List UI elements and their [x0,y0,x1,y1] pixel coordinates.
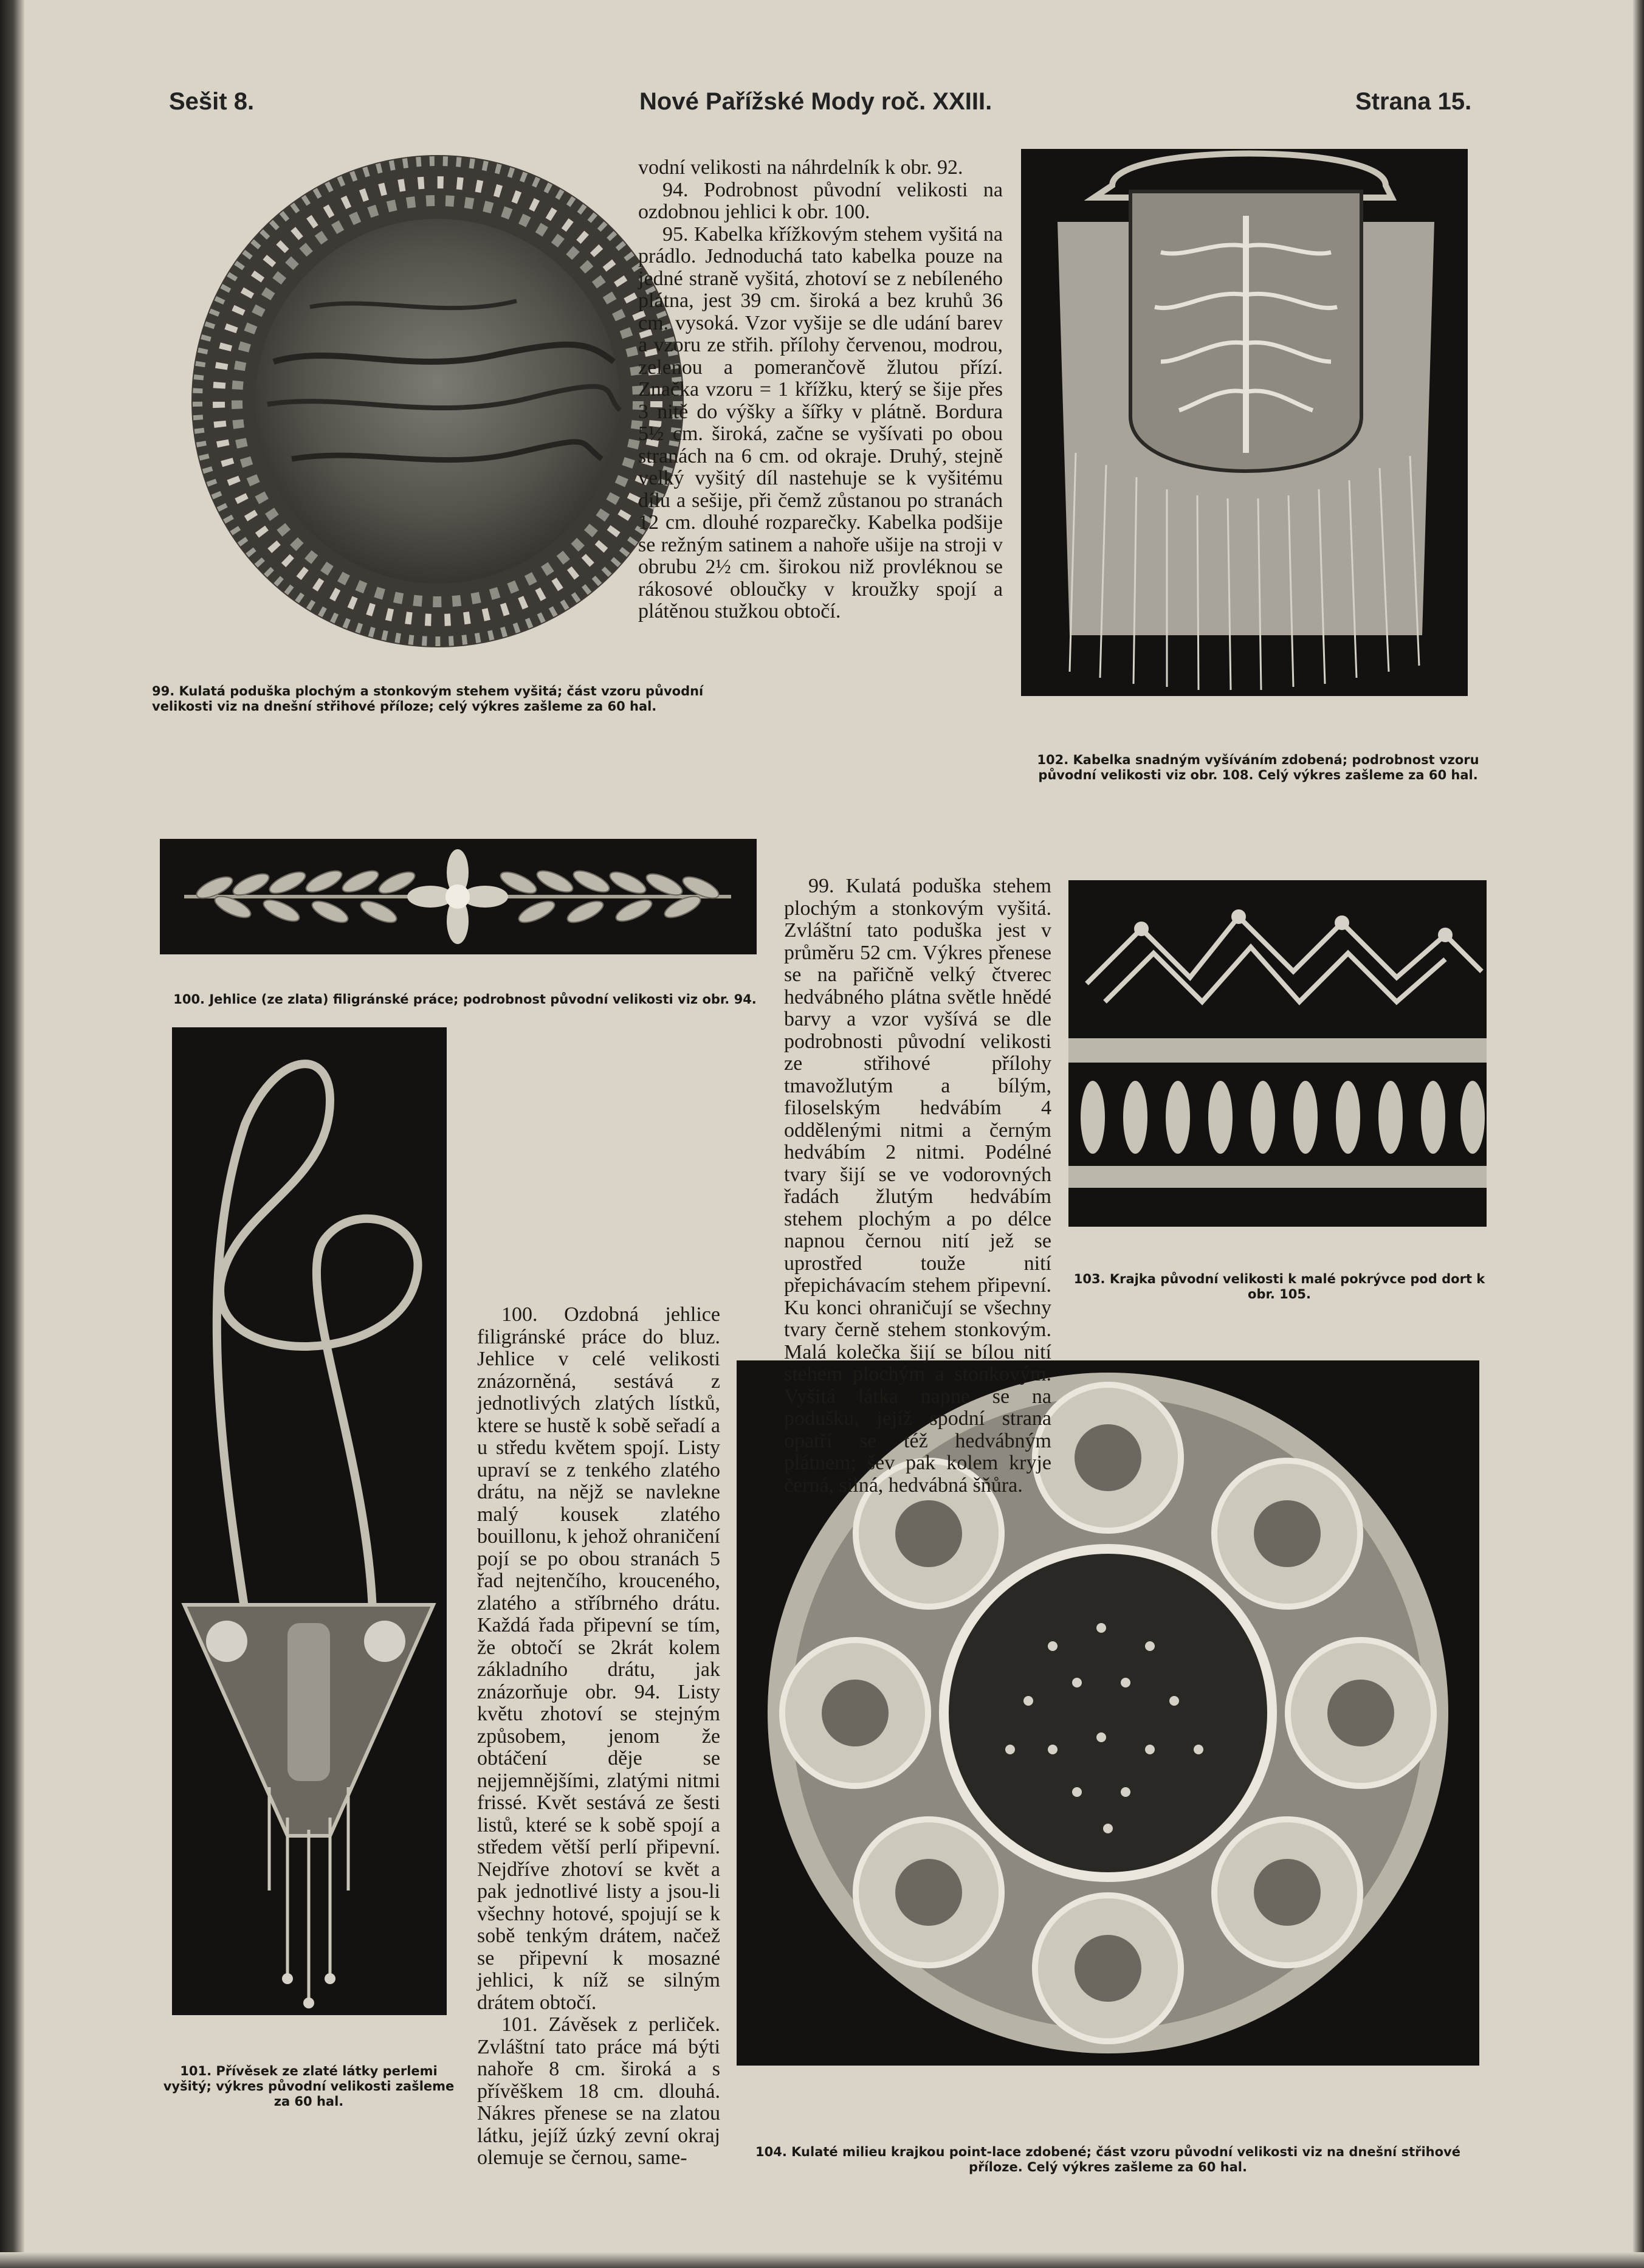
book-gutter [0,0,24,2268]
text-para-94: 94. Podrobnost původní velikosti na ozdobnou jehlici k obr. 100. [638,178,1003,223]
figure-103-lace [1068,880,1487,1227]
caption-103: 103. Krajka původní velikosti k malé pokrývce pod dort k obr. 105. [1073,1272,1485,1301]
text-column-lower [477,1304,720,2170]
caption-104: 104. Kulaté milieu krajkou point-lace zdobené; část vzoru původní velikosti viz na dnešní střihové příloze. Celý výkres zašleme za 60 hal. [755,2145,1460,2174]
text-para-100: 100. Ozdobná jehlice filigránské práce do bluz. Jehlice v celé velikosti znázorněná, sestává z jednotlivých zlatých lístků, ktere se hustě k sobě seřadí a u středu květem spojí. Listy upraví se z tenkého zlatého drátu, na nějž se navlekne malý kousek zlatého bouillonu, k jehož ohraničení pojí se po obou stranách 5 řad nejtenčího, krouceného, zlatého a stříbrného drátu. Každá řada připevní se tím, že obtočí se 2krát kolem základního drátu, jak znázorňuje obr. 94. Listy květu zhotoví se stejným způsobem, jenom že obtáčení děje se nejjemnějšími, zlatými nitmi frissé. Květ sestává ze šesti listů, které se k sobě spojí a středem větší perlí připevní. Nejdříve zhotoví se květ a pak jednotlivé listy a jsou-li všechny hotové, spojují se k sobě tenkým drátem, načež se připevní k mosazné jehlici, k níž se silným drátem obtočí. [477,1303,720,2014]
header-issue: Sešit 8. [169,88,255,115]
text-para-93-end: vodní velikosti na náhrdelník k obr. 92. [638,156,963,179]
figure-100-brooch-pin [160,839,757,954]
header-page: Strana 15. [1355,88,1472,115]
text-para-95: 95. Kabelka křížkovým stehem vyšitá na prádlo. Jednoduchá tato kabelka pouze na jedné straně vyšitá, zhotoví se z nebíleného plátna, jest 39 cm. široká a bez kruhů 36 cm. vysoká. Vzor vyšije se dle udání barev a vzoru ze střih. přílohy červenou, modrou, zelenou a pomerančově žlutou přízí. Značka vzoru = 1 křížku, který se šije přes 3 nitě do výšky a šířky v plátně. Bordura 5½ cm. široká, začne se vyšívati po obou stranách na 6 cm. od okraje. Druhý, stejně velký vyšitý díl nastehuje se k vyšitému dílu a sešije, při čemž zůstanou po stranách 12 cm. dlouhé rozparečky. Kabelka podšije se režným satinem a nahoře ušije na stroji v obrubu 2½ cm. širokou niž provléknou se rákosové obloučky v kroužky spojí a plátěnou stužkou obtočí. [638,222,1003,622]
page-edge-bottom [0,2252,1644,2268]
figure-101-pendant [172,1027,447,2015]
header-title: Nové Pařížské Mody roč. XXIII. [639,88,992,115]
text-column-middle [784,875,1051,1497]
text-column-upper [638,157,1003,623]
caption-100: 100. Jehlice (ze zlata) filigránské práce; podrobnost původní velikosti viz obr. 94. [173,992,757,1007]
caption-101: 101. Přívěsek ze zlaté látky perlemi vyšitý; výkres původní velikosti zašleme za 60 hal. [163,2064,455,2109]
page-edge-right [1632,0,1644,2268]
text-para-99: 99. Kulatá poduška stehem plochým a stonkovým vyšitá. Zvláštní tato poduška jest v průměru 52 cm. Výkres přenese se na pařičně velký čtverec hedvábného plátna světle hnědé barvy a vzor vyšívá se dle podrobnosti původní velikosti ze střihové přílohy tmavožlutým a bílým, filoselským hedvábím 4 oddělenými nitmi a černým hedvábím 2 nitmi. Podélné tvary šijí se ve vodorovných řadách žlutým hedvábím stehem plochým a po délce napnou černou nití jež se uprostřed touže nití přepichávacím stehem připevní. Ku konci ohraničují se všechny tvary černě stehem stonkovým. Malá kolečka šijí se bílou nití stehem plochým a stonkovým. Vyšitá látka napne se na podušku, jejíž spodní strana opatří se též hedvábným plátnem; šev pak kolem kryje černá, silná, hedvábná šňůra. [784,875,1051,1497]
caption-102: 102. Kabelka snadným vyšíváním zdobená; podrobnost vzoru původní velikosti viz obr. 108. Celý výkres zašleme za 60 hal. [1037,753,1479,782]
caption-99: 99. Kulatá poduška plochým a stonkovým stehem vyšitá; část vzoru původní velikosti viz na dnešní střihové příloze; celý výkres zašleme za 60 hal. [152,684,704,714]
figure-102-embroidered-bag [1021,149,1468,696]
text-para-101: 101. Závěsek z perliček. Zvláštní tato práce má býti nahoře 8 cm. široká a s přívěškem 18 cm. dlouhá. Nákres přenese se na zlatou látku, jejíž úzký zevní okraj olemuje se černou, same- [477,2013,720,2169]
